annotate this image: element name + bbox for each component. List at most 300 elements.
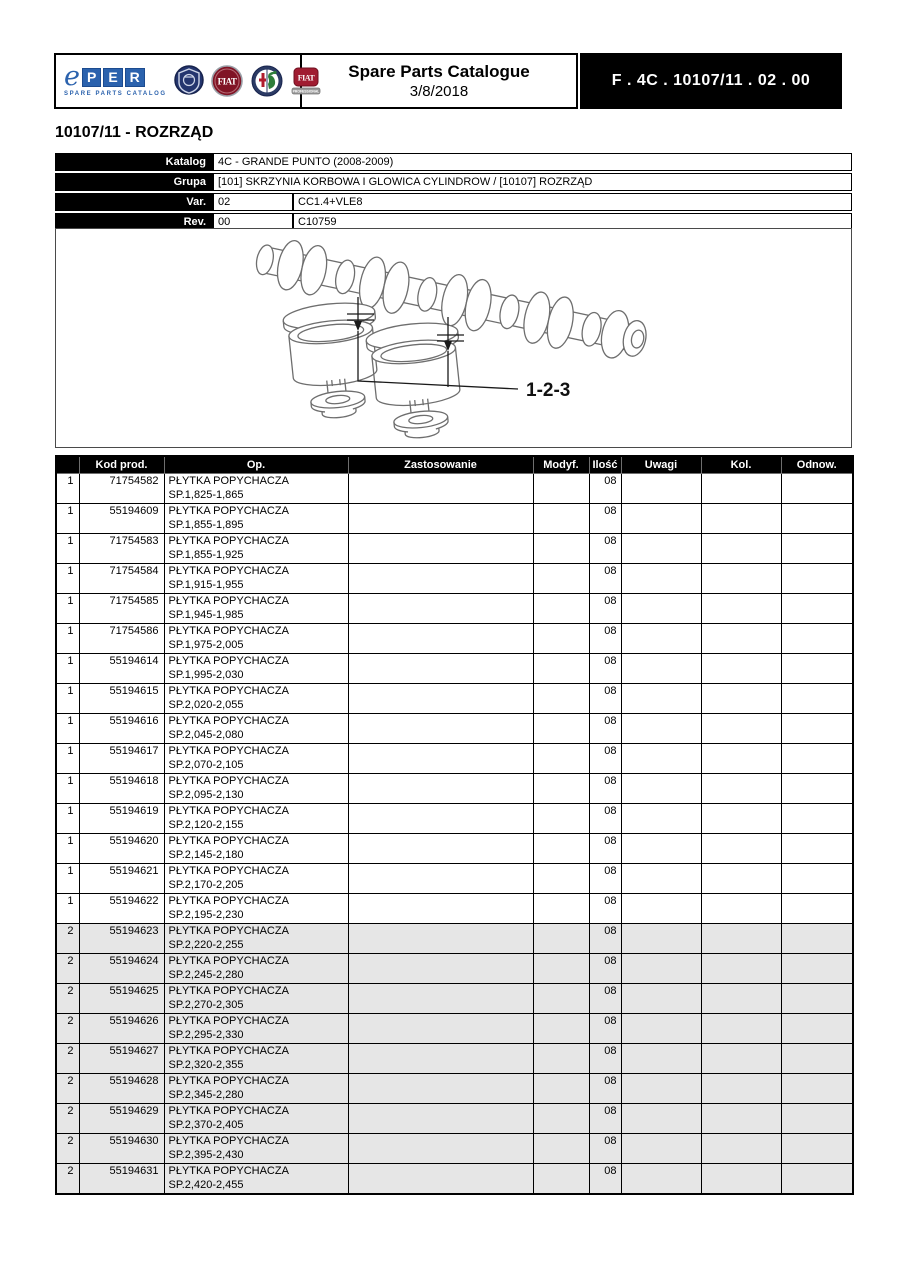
row-odnow xyxy=(781,744,853,774)
row-op-line1: PŁYTKA POPYCHACZA xyxy=(168,1135,289,1147)
col-header-zastosowanie: Zastosowanie xyxy=(348,456,533,474)
row-kol xyxy=(701,504,781,534)
row-ref: 2 xyxy=(56,924,79,954)
row-kol xyxy=(701,984,781,1014)
row-kol xyxy=(701,534,781,564)
row-uwagi xyxy=(621,534,701,564)
row-uwagi xyxy=(621,834,701,864)
row-uwagi xyxy=(621,1164,701,1195)
row-ref: 1 xyxy=(56,774,79,804)
row-uwagi xyxy=(621,864,701,894)
row-op-line2: SP.2,020-2,055 xyxy=(168,698,244,711)
row-op-line2: SP.1,945-1,985 xyxy=(168,608,244,621)
row-uwagi xyxy=(621,714,701,744)
row-code: 55194618 xyxy=(79,774,164,804)
row-uwagi xyxy=(621,504,701,534)
row-modyf xyxy=(533,624,589,654)
row-code: 55194622 xyxy=(79,894,164,924)
row-zastosowanie xyxy=(348,714,533,744)
svg-text:FIAT: FIAT xyxy=(217,76,237,87)
row-kol xyxy=(701,714,781,744)
row-op-line2: SP.2,170-2,205 xyxy=(168,878,244,891)
row-code: 55194625 xyxy=(79,984,164,1014)
row-uwagi xyxy=(621,984,701,1014)
row-modyf xyxy=(533,564,589,594)
row-qty: 08 xyxy=(589,504,621,534)
row-op-line2: SP.1,915-1,955 xyxy=(168,578,244,591)
table-row xyxy=(56,744,853,774)
row-ref: 1 xyxy=(56,504,79,534)
row-op xyxy=(164,564,348,594)
row-uwagi xyxy=(621,744,701,774)
row-op xyxy=(164,774,348,804)
table-row xyxy=(56,534,853,564)
row-zastosowanie xyxy=(348,864,533,894)
col-header-odnow: Odnow. xyxy=(781,456,853,474)
row-op-line2: SP.2,320-2,355 xyxy=(168,1058,244,1071)
brand-logos xyxy=(56,55,320,107)
row-odnow xyxy=(781,1074,853,1104)
tappet-shim-right xyxy=(365,319,468,442)
row-op-line2: SP.2,345-2,280 xyxy=(168,1088,244,1101)
table-row xyxy=(56,1074,853,1104)
row-op-line1: PŁYTKA POPYCHACZA xyxy=(168,805,289,817)
row-modyf xyxy=(533,924,589,954)
row-code: 55194609 xyxy=(79,504,164,534)
row-op xyxy=(164,654,348,684)
header xyxy=(54,53,844,109)
row-qty: 08 xyxy=(589,624,621,654)
row-odnow xyxy=(781,594,853,624)
row-op xyxy=(164,1134,348,1164)
table-row xyxy=(56,1104,853,1134)
row-zastosowanie xyxy=(348,1044,533,1074)
row-op-line1: PŁYTKA POPYCHACZA xyxy=(168,925,289,937)
row-zastosowanie xyxy=(348,1164,533,1195)
row-op xyxy=(164,594,348,624)
row-odnow xyxy=(781,894,853,924)
row-modyf xyxy=(533,834,589,864)
eper-letter: R xyxy=(125,68,145,87)
row-uwagi xyxy=(621,954,701,984)
row-odnow xyxy=(781,924,853,954)
row-odnow xyxy=(781,714,853,744)
table-row xyxy=(56,1014,853,1044)
eper-logo xyxy=(64,61,167,97)
row-code: 55194631 xyxy=(79,1164,164,1195)
table-row xyxy=(56,954,853,984)
row-kol xyxy=(701,834,781,864)
row-ref: 1 xyxy=(56,744,79,774)
document-date: 3/8/2018 xyxy=(409,83,469,100)
row-qty: 08 xyxy=(589,774,621,804)
row-op xyxy=(164,684,348,714)
row-kol xyxy=(701,654,781,684)
row-odnow xyxy=(781,864,853,894)
col-header-op: Op. xyxy=(164,456,348,474)
row-op-line1: PŁYTKA POPYCHACZA xyxy=(168,685,289,697)
row-code: 71754585 xyxy=(79,594,164,624)
row-uwagi xyxy=(621,774,701,804)
table-row xyxy=(56,894,853,924)
row-op-line2: SP.2,395-2,430 xyxy=(168,1148,244,1161)
info-row-var xyxy=(55,193,852,211)
row-zastosowanie xyxy=(348,774,533,804)
row-op xyxy=(164,1044,348,1074)
document-title: Spare Parts Catalogue xyxy=(348,62,530,81)
row-op xyxy=(164,624,348,654)
row-qty: 08 xyxy=(589,1044,621,1074)
row-qty: 08 xyxy=(589,984,621,1014)
table-row xyxy=(56,594,853,624)
row-ref: 1 xyxy=(56,624,79,654)
lancia-logo-icon xyxy=(174,63,204,99)
row-odnow xyxy=(781,684,853,714)
row-code: 55194629 xyxy=(79,1104,164,1134)
row-uwagi xyxy=(621,624,701,654)
row-odnow xyxy=(781,504,853,534)
document-title-box xyxy=(302,55,576,107)
col-header-ref xyxy=(56,456,79,474)
row-op-line1: PŁYTKA POPYCHACZA xyxy=(168,475,289,487)
row-op-line2: SP.2,070-2,105 xyxy=(168,758,244,771)
info-label-katalog: Katalog xyxy=(55,153,213,171)
info-table xyxy=(55,151,852,233)
row-op-line1: PŁYTKA POPYCHACZA xyxy=(168,625,289,637)
row-uwagi xyxy=(621,1044,701,1074)
svg-text:PROFESSIONAL: PROFESSIONAL xyxy=(292,89,320,94)
table-row xyxy=(56,504,853,534)
row-op xyxy=(164,894,348,924)
row-qty: 08 xyxy=(589,924,621,954)
table-row xyxy=(56,624,853,654)
row-ref: 1 xyxy=(56,564,79,594)
row-code: 55194621 xyxy=(79,864,164,894)
row-odnow xyxy=(781,534,853,564)
row-kol xyxy=(701,1014,781,1044)
row-modyf xyxy=(533,954,589,984)
table-row xyxy=(56,984,853,1014)
row-op-line2: SP.2,295-2,330 xyxy=(168,1028,244,1041)
row-ref: 1 xyxy=(56,594,79,624)
fiat-logo-icon xyxy=(211,63,243,99)
row-ref: 2 xyxy=(56,954,79,984)
table-row xyxy=(56,924,853,954)
table-row xyxy=(56,804,853,834)
row-ref: 1 xyxy=(56,714,79,744)
row-op xyxy=(164,954,348,984)
row-kol xyxy=(701,894,781,924)
col-header-modyf: Modyf. xyxy=(533,456,589,474)
row-ref: 1 xyxy=(56,834,79,864)
row-zastosowanie xyxy=(348,1074,533,1104)
parts-table-body xyxy=(56,474,853,1195)
col-header-ilosc: Ilość xyxy=(589,456,621,474)
row-op-line1: PŁYTKA POPYCHACZA xyxy=(168,895,289,907)
row-uwagi xyxy=(621,1074,701,1104)
row-modyf xyxy=(533,1044,589,1074)
row-qty: 08 xyxy=(589,1134,621,1164)
row-qty: 08 xyxy=(589,714,621,744)
table-row xyxy=(56,684,853,714)
row-op-line2: SP.2,120-2,155 xyxy=(168,818,244,831)
row-code: 55194626 xyxy=(79,1014,164,1044)
row-op-line1: PŁYTKA POPYCHACZA xyxy=(168,1015,289,1027)
row-modyf xyxy=(533,864,589,894)
row-op xyxy=(164,1164,348,1195)
row-odnow xyxy=(781,654,853,684)
tappet-shim-left xyxy=(282,299,385,422)
row-kol xyxy=(701,924,781,954)
eper-word xyxy=(82,68,147,87)
row-kol xyxy=(701,804,781,834)
info-value-rev-desc: C10759 xyxy=(293,213,852,231)
row-modyf xyxy=(533,594,589,624)
row-odnow xyxy=(781,774,853,804)
row-kol xyxy=(701,1074,781,1104)
table-row xyxy=(56,864,853,894)
row-qty: 08 xyxy=(589,864,621,894)
row-zastosowanie xyxy=(348,894,533,924)
table-row xyxy=(56,564,853,594)
row-modyf xyxy=(533,984,589,1014)
row-odnow xyxy=(781,624,853,654)
row-op-line1: PŁYTKA POPYCHACZA xyxy=(168,1165,289,1177)
row-op-line2: SP.2,145-2,180 xyxy=(168,848,244,861)
row-odnow xyxy=(781,1014,853,1044)
row-code: 71754582 xyxy=(79,474,164,504)
row-code: 55194615 xyxy=(79,684,164,714)
row-kol xyxy=(701,774,781,804)
page-title: 10107/11 - ROZRZĄD xyxy=(55,124,214,141)
diagram-callout: 1-2-3 xyxy=(526,380,571,401)
row-modyf xyxy=(533,774,589,804)
info-value-var: 02 xyxy=(213,193,293,211)
row-op xyxy=(164,534,348,564)
drawing-code-badge: F . 4C . 10107/11 . 02 . 00 xyxy=(580,53,842,109)
row-zastosowanie xyxy=(348,684,533,714)
row-kol xyxy=(701,1104,781,1134)
row-op-line2: SP.1,825-1,865 xyxy=(168,488,244,501)
row-op-line1: PŁYTKA POPYCHACZA xyxy=(168,1075,289,1087)
info-value-katalog: 4C - GRANDE PUNTO (2008-2009) xyxy=(213,153,852,171)
row-odnow xyxy=(781,954,853,984)
row-ref: 1 xyxy=(56,534,79,564)
row-op-line2: SP.1,855-1,925 xyxy=(168,548,244,561)
row-odnow xyxy=(781,474,853,504)
row-modyf xyxy=(533,1104,589,1134)
row-op-line1: PŁYTKA POPYCHACZA xyxy=(168,955,289,967)
table-row xyxy=(56,654,853,684)
row-code: 71754584 xyxy=(79,564,164,594)
row-op xyxy=(164,474,348,504)
row-code: 55194619 xyxy=(79,804,164,834)
row-kol xyxy=(701,954,781,984)
eper-letter: P xyxy=(82,68,101,87)
row-zastosowanie xyxy=(348,534,533,564)
row-zastosowanie xyxy=(348,834,533,864)
row-op xyxy=(164,744,348,774)
row-op xyxy=(164,984,348,1014)
row-qty: 08 xyxy=(589,474,621,504)
row-modyf xyxy=(533,504,589,534)
row-code: 55194616 xyxy=(79,714,164,744)
table-row xyxy=(56,1134,853,1164)
row-qty: 08 xyxy=(589,744,621,774)
parts-table xyxy=(55,455,854,1195)
table-row xyxy=(56,774,853,804)
row-qty: 08 xyxy=(589,1014,621,1044)
row-kol xyxy=(701,744,781,774)
row-uwagi xyxy=(621,1134,701,1164)
row-uwagi xyxy=(621,684,701,714)
row-ref: 2 xyxy=(56,1134,79,1164)
row-zastosowanie xyxy=(348,564,533,594)
row-odnow xyxy=(781,1044,853,1074)
row-code: 71754583 xyxy=(79,534,164,564)
row-qty: 08 xyxy=(589,564,621,594)
row-op-line1: PŁYTKA POPYCHACZA xyxy=(168,595,289,607)
row-code: 55194617 xyxy=(79,744,164,774)
row-zastosowanie xyxy=(348,1134,533,1164)
row-odnow xyxy=(781,564,853,594)
row-op-line2: SP.2,220-2,255 xyxy=(168,938,244,951)
row-qty: 08 xyxy=(589,804,621,834)
row-op-line2: SP.2,245-2,280 xyxy=(168,968,244,981)
row-code: 55194620 xyxy=(79,834,164,864)
row-code: 55194623 xyxy=(79,924,164,954)
row-kol xyxy=(701,1164,781,1195)
row-op xyxy=(164,924,348,954)
row-modyf xyxy=(533,1164,589,1195)
row-code: 55194630 xyxy=(79,1134,164,1164)
table-row xyxy=(56,474,853,504)
row-zastosowanie xyxy=(348,654,533,684)
row-code: 55194624 xyxy=(79,954,164,984)
row-op-line1: PŁYTKA POPYCHACZA xyxy=(168,865,289,877)
row-zastosowanie xyxy=(348,804,533,834)
row-op-line2: SP.1,855-1,895 xyxy=(168,518,244,531)
row-modyf xyxy=(533,1134,589,1164)
table-row xyxy=(56,714,853,744)
table-row xyxy=(56,1164,853,1195)
info-label-grupa: Grupa xyxy=(55,173,213,191)
row-qty: 08 xyxy=(589,684,621,714)
row-kol xyxy=(701,1044,781,1074)
row-qty: 08 xyxy=(589,654,621,684)
row-op-line1: PŁYTKA POPYCHACZA xyxy=(168,985,289,997)
row-uwagi xyxy=(621,564,701,594)
row-uwagi xyxy=(621,804,701,834)
info-row-grupa xyxy=(55,173,852,191)
row-op-line1: PŁYTKA POPYCHACZA xyxy=(168,835,289,847)
row-kol xyxy=(701,474,781,504)
col-header-kod-prod: Kod prod. xyxy=(79,456,164,474)
row-uwagi xyxy=(621,594,701,624)
row-uwagi xyxy=(621,474,701,504)
row-kol xyxy=(701,594,781,624)
row-modyf xyxy=(533,654,589,684)
row-op-line1: PŁYTKA POPYCHACZA xyxy=(168,535,289,547)
row-op-line1: PŁYTKA POPYCHACZA xyxy=(168,565,289,577)
eper-e-glyph: e xyxy=(64,61,80,92)
row-op-line1: PŁYTKA POPYCHACZA xyxy=(168,745,289,757)
row-qty: 08 xyxy=(589,954,621,984)
row-odnow xyxy=(781,1164,853,1195)
row-op xyxy=(164,1074,348,1104)
row-modyf xyxy=(533,744,589,774)
info-row-katalog xyxy=(55,153,852,171)
row-zastosowanie xyxy=(348,1104,533,1134)
row-qty: 08 xyxy=(589,1104,621,1134)
row-modyf xyxy=(533,804,589,834)
svg-text:FIAT: FIAT xyxy=(297,73,314,83)
row-zastosowanie xyxy=(348,1014,533,1044)
row-qty: 08 xyxy=(589,894,621,924)
row-ref: 1 xyxy=(56,804,79,834)
row-op-line2: SP.2,370-2,405 xyxy=(168,1118,244,1131)
row-op xyxy=(164,504,348,534)
info-label-rev: Rev. xyxy=(55,213,213,231)
col-header-uwagi: Uwagi xyxy=(621,456,701,474)
row-op xyxy=(164,804,348,834)
info-label-var: Var. xyxy=(55,193,213,211)
info-value-rev: 00 xyxy=(213,213,293,231)
row-qty: 08 xyxy=(589,1164,621,1195)
row-op xyxy=(164,714,348,744)
row-odnow xyxy=(781,1134,853,1164)
row-modyf xyxy=(533,714,589,744)
col-header-kol: Kol. xyxy=(701,456,781,474)
row-zastosowanie xyxy=(348,924,533,954)
row-op xyxy=(164,864,348,894)
row-modyf xyxy=(533,684,589,714)
row-op-line1: PŁYTKA POPYCHACZA xyxy=(168,715,289,727)
row-zastosowanie xyxy=(348,504,533,534)
row-op-line2: SP.2,420-2,455 xyxy=(168,1178,244,1191)
row-uwagi xyxy=(621,1014,701,1044)
row-kol xyxy=(701,564,781,594)
row-ref: 1 xyxy=(56,894,79,924)
row-op xyxy=(164,1014,348,1044)
row-qty: 08 xyxy=(589,534,621,564)
row-op xyxy=(164,834,348,864)
row-odnow xyxy=(781,834,853,864)
eper-letter: E xyxy=(103,68,122,87)
row-uwagi xyxy=(621,654,701,684)
table-row xyxy=(56,834,853,864)
info-value-var-desc: CC1.4+VLE8 xyxy=(293,193,852,211)
row-kol xyxy=(701,1134,781,1164)
row-uwagi xyxy=(621,894,701,924)
row-code: 55194614 xyxy=(79,654,164,684)
row-code: 71754586 xyxy=(79,624,164,654)
row-ref: 2 xyxy=(56,984,79,1014)
row-op-line1: PŁYTKA POPYCHACZA xyxy=(168,1105,289,1117)
row-uwagi xyxy=(621,1104,701,1134)
row-modyf xyxy=(533,1014,589,1044)
row-zastosowanie xyxy=(348,744,533,774)
row-zastosowanie xyxy=(348,624,533,654)
row-op-line2: SP.2,270-2,305 xyxy=(168,998,244,1011)
row-op xyxy=(164,1104,348,1134)
row-op-line2: SP.1,995-2,030 xyxy=(168,668,244,681)
info-value-grupa: [101] SKRZYNIA KORBOWA I GLOWICA CYLINDROW / [10107] ROZRZĄD xyxy=(213,173,852,191)
brand-title-box xyxy=(54,53,578,109)
row-ref: 2 xyxy=(56,1164,79,1195)
row-modyf xyxy=(533,474,589,504)
table-row xyxy=(56,1044,853,1074)
